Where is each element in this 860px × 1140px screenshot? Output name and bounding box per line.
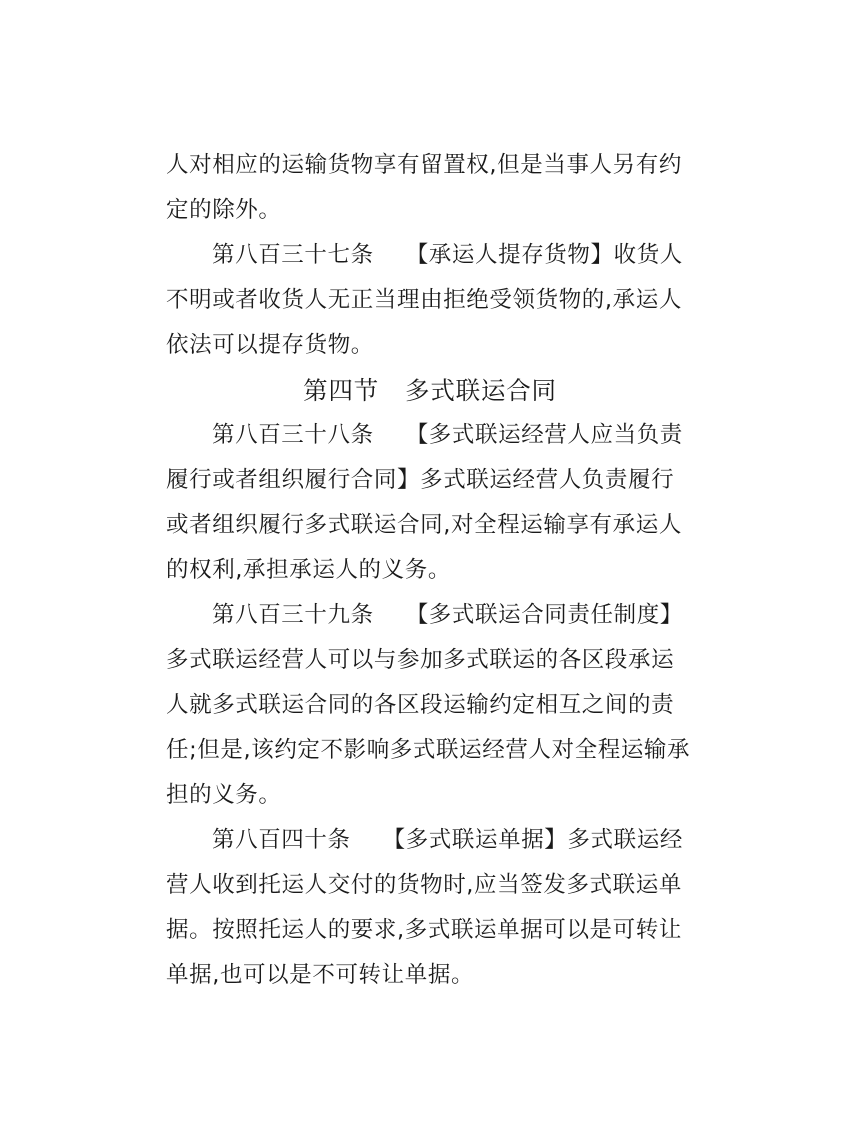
section-heading <box>166 368 694 413</box>
article-839 <box>166 593 694 818</box>
article-number: 第八百三十七条 <box>212 242 374 268</box>
text-line: 多式联运经营人可以与参加多式联运的各区段承运 <box>166 647 675 673</box>
article-text: 多式联运经 <box>567 827 683 853</box>
text-line: 任;但是,该约定不影响多式联运经营人对全程运输承 <box>166 737 691 763</box>
article-838 <box>166 413 694 593</box>
article-number: 第八百三十九条 <box>212 602 374 628</box>
text-line: 履行或者组织履行合同】多式联运经营人负责履行 <box>166 467 675 493</box>
article-title: 【多式联运合同责任制度】 <box>405 602 683 628</box>
article-840 <box>166 818 694 998</box>
article-number: 第八百四十条 <box>212 827 351 853</box>
section-title: 多式联运合同 <box>405 376 557 405</box>
article-title: 【多式联运单据】 <box>382 827 568 853</box>
text-line: 单据,也可以是不可转让单据。 <box>166 962 475 988</box>
article-title: 【多式联运经营人应当负责 <box>405 422 683 448</box>
text-line: 担的义务。 <box>166 782 282 808</box>
text-line: 营人收到托运人交付的货物时,应当签发多式联运单 <box>166 872 682 898</box>
text-line: 人就多式联运合同的各区段运输约定相互之间的责 <box>166 692 675 718</box>
text-line: 定的除外。 <box>166 197 282 223</box>
text-line: 的权利,承担承运人的义务。 <box>166 557 451 583</box>
document-page <box>166 143 694 998</box>
section-number: 第四节 <box>303 376 380 405</box>
carryover-paragraph <box>166 143 694 233</box>
text-line: 据。按照托运人的要求,多式联运单据可以是可转让 <box>166 917 682 943</box>
article-number: 第八百三十八条 <box>212 422 374 448</box>
article-text: 收货人 <box>613 242 683 268</box>
text-line: 不明或者收货人无正当理由拒绝受领货物的,承运人 <box>166 287 682 313</box>
text-line: 人对相应的运输货物享有留置权,但是当事人另有约 <box>166 152 682 178</box>
article-title: 【承运人提存货物】 <box>405 242 614 268</box>
article-837 <box>166 233 694 368</box>
text-line: 依法可以提存货物。 <box>166 332 374 358</box>
text-line: 或者组织履行多式联运合同,对全程运输享有承运人 <box>166 512 682 538</box>
